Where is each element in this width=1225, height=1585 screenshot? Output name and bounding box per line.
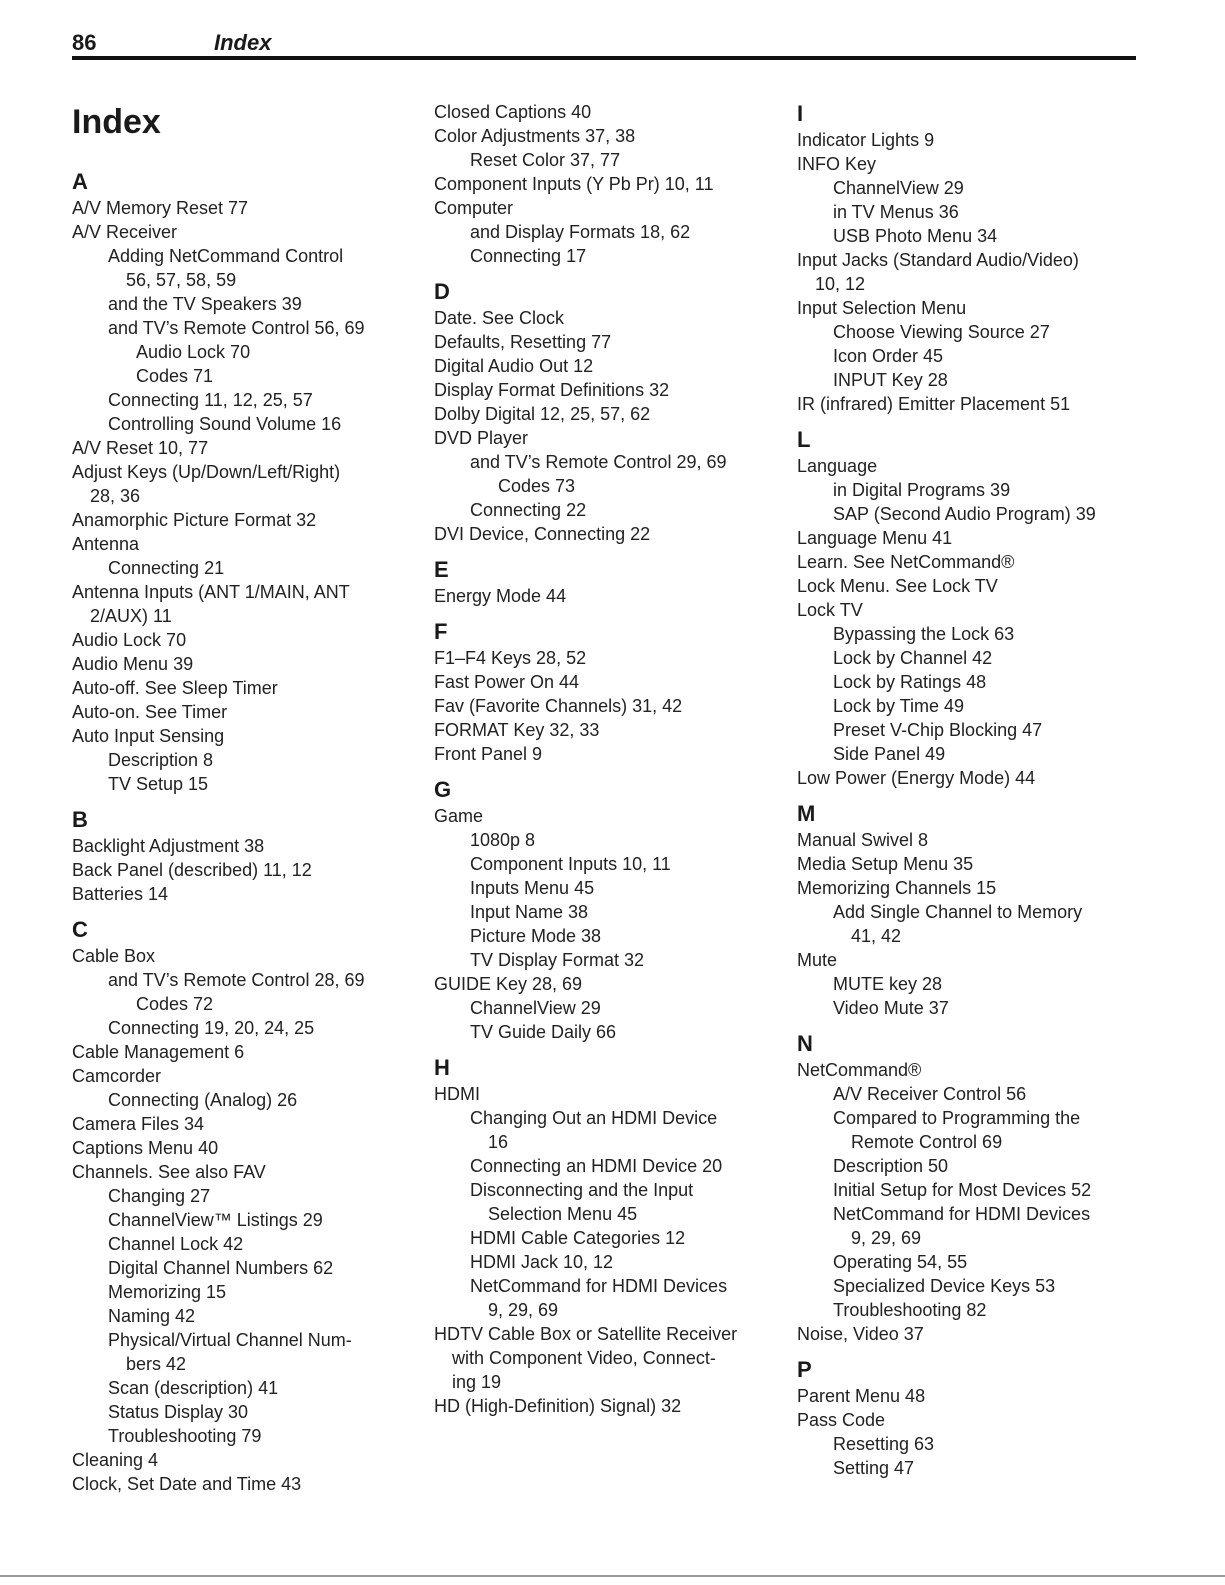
index-entry: Controlling Sound Volume 16	[108, 414, 342, 434]
index-entry: Preset V-Chip Blocking 47	[833, 720, 1043, 740]
index-entry: Fav (Favorite Channels) 31, 42	[434, 696, 683, 716]
index-entry: Reset Color 37, 77	[470, 150, 621, 170]
section-letter: B	[72, 807, 88, 832]
index-entry: Batteries 14	[72, 884, 169, 904]
page-number: 86	[72, 30, 97, 55]
index-entry: Captions Menu 40	[72, 1138, 219, 1158]
index-entry: TV Setup 15	[108, 774, 209, 794]
index-entry: Back Panel (described) 11, 12	[72, 860, 312, 880]
index-entry: 41, 42	[851, 926, 902, 946]
index-entry: Lock by Time 49	[833, 696, 965, 716]
index-entry: ChannelView™ Listings 29	[108, 1210, 323, 1230]
section-letter: N	[797, 1031, 813, 1056]
index-entry: and TV’s Remote Control 56, 69	[108, 318, 365, 338]
index-entry: Adjust Keys (Up/Down/Left/Right)	[72, 462, 341, 482]
index-entry: Selection Menu 45	[488, 1204, 638, 1224]
index-entry: Compared to Programming the	[833, 1108, 1081, 1128]
index-entry: 28, 36	[90, 486, 141, 506]
index-entry: Resetting 63	[833, 1434, 935, 1454]
header-title: Index	[214, 30, 272, 55]
index-entry: Audio Menu 39	[72, 654, 194, 674]
index-section	[72, 806, 412, 906]
index-entry: Camera Files 34	[72, 1114, 205, 1134]
index-entry: Antenna Inputs (ANT 1/MAIN, ANT	[72, 582, 350, 602]
index-entry: 10, 12	[815, 274, 866, 294]
index-entry: Language Menu 41	[797, 528, 953, 548]
index-entry: Low Power (Energy Mode) 44	[797, 768, 1036, 788]
index-entry: Memorizing 15	[108, 1282, 227, 1302]
index-entry: IR (infrared) Emitter Placement 51	[797, 394, 1071, 414]
index-entry: HD (High-Definition) Signal) 32	[434, 1396, 682, 1416]
section-letter: L	[797, 427, 811, 452]
index-entry: Cleaning 4	[72, 1450, 159, 1470]
index-entry: F1–F4 Keys 28, 52	[434, 648, 587, 668]
index-entry: Auto-off. See Sleep Timer	[72, 678, 278, 698]
index-entry: Side Panel 49	[833, 744, 946, 764]
index-entry: A/V Reset 10, 77	[72, 438, 209, 458]
section-letter: F	[434, 619, 448, 644]
index-entry: Choose Viewing Source 27	[833, 322, 1050, 342]
index-entry: TV Display Format 32	[470, 950, 645, 970]
index-entry: Operating 54, 55	[833, 1252, 968, 1272]
index-entry: and TV’s Remote Control 29, 69	[470, 452, 727, 472]
index-entry: A/V Receiver Control 56	[833, 1084, 1027, 1104]
index-entry: Energy Mode 44	[434, 586, 567, 606]
index-entry: Connecting (Analog) 26	[108, 1090, 298, 1110]
index-section	[434, 100, 779, 268]
index-entry: Description 50	[833, 1156, 949, 1176]
index-entry: DVD Player	[434, 428, 529, 448]
index-entry: and the TV Speakers 39	[108, 294, 302, 314]
index-entry: TV Guide Daily 66	[470, 1022, 617, 1042]
index-entry: Changing 27	[108, 1186, 211, 1206]
index-entry: Channel Lock 42	[108, 1234, 244, 1254]
index-entry: USB Photo Menu 34	[833, 226, 998, 246]
index-entry: Date. See Clock	[434, 308, 565, 328]
index-entry: Disconnecting and the Input	[470, 1180, 694, 1200]
index-entry: Setting 47	[833, 1458, 915, 1478]
index-entry: Lock by Channel 42	[833, 648, 993, 668]
index-section	[434, 776, 779, 1044]
index-entry: Learn. See NetCommand®	[797, 552, 1015, 572]
index-entry: Lock by Ratings 48	[833, 672, 987, 692]
index-entry: Input Selection Menu	[797, 298, 967, 318]
index-section	[434, 278, 779, 546]
index-entry: Antenna	[72, 534, 140, 554]
section-letter: G	[434, 777, 452, 802]
index-entry: Connecting 22	[470, 500, 587, 520]
index-entry: HDMI Cable Categories 12	[470, 1228, 686, 1248]
index-entry: Language	[797, 456, 878, 476]
index-entry: Computer	[434, 198, 514, 218]
index-entry: Adding NetCommand Control	[108, 246, 344, 266]
index-entry: Picture Mode 38	[470, 926, 602, 946]
index-section	[797, 800, 1137, 1020]
index-entry: HDTV Cable Box or Satellite Receiver	[434, 1324, 738, 1344]
index-section	[434, 1054, 779, 1418]
index-entry: Input Name 38	[470, 902, 589, 922]
index-entry: NetCommand for HDMI Devices	[470, 1276, 728, 1296]
index-entry: Media Setup Menu 35	[797, 854, 974, 874]
index-entry: FORMAT Key 32, 33	[434, 720, 600, 740]
index-entry: Parent Menu 48	[797, 1386, 926, 1406]
index-entry: Lock Menu. See Lock TV	[797, 576, 998, 596]
index-entry: Anamorphic Picture Format 32	[72, 510, 317, 530]
page-bottom-rule	[0, 1575, 1225, 1577]
index-entry: Dolby Digital 12, 25, 57, 62	[434, 404, 651, 424]
index-entry: Front Panel 9	[434, 744, 543, 764]
index-entry: Digital Channel Numbers 62	[108, 1258, 334, 1278]
index-entry: Inputs Menu 45	[470, 878, 595, 898]
section-letter: H	[434, 1055, 450, 1080]
index-entry: Troubleshooting 82	[833, 1300, 987, 1320]
index-entry: Codes 71	[136, 366, 214, 386]
index-entry: Mute	[797, 950, 838, 970]
section-letter: M	[797, 801, 816, 826]
index-column-1	[72, 100, 412, 1506]
index-entry: HDMI	[434, 1084, 480, 1104]
index-entry: Changing Out an HDMI Device	[470, 1108, 718, 1128]
index-entry: and TV’s Remote Control 28, 69	[108, 970, 365, 990]
index-entry: Memorizing Channels 15	[797, 878, 997, 898]
index-entry: Connecting 19, 20, 24, 25	[108, 1018, 315, 1038]
section-letter: P	[797, 1357, 812, 1382]
index-entry: Cable Management 6	[72, 1042, 245, 1062]
index-entry: Connecting an HDMI Device 20	[470, 1156, 723, 1176]
index-entry: Initial Setup for Most Devices 52	[833, 1180, 1092, 1200]
index-entry: Component Inputs (Y Pb Pr) 10, 11	[434, 174, 714, 194]
index-entry: Defaults, Resetting 77	[434, 332, 612, 352]
index-entry: Auto-on. See Timer	[72, 702, 228, 722]
index-entry: GUIDE Key 28, 69	[434, 974, 583, 994]
index-section	[797, 100, 1137, 416]
index-entry: Description 8	[108, 750, 214, 770]
index-section	[434, 556, 779, 608]
index-entry: Pass Code	[797, 1410, 886, 1430]
index-entry: 1080p 8	[470, 830, 536, 850]
index-entry: Naming 42	[108, 1306, 196, 1326]
index-entry: Auto Input Sensing	[72, 726, 225, 746]
index-entry: A/V Memory Reset 77	[72, 198, 249, 218]
index-entry: Bypassing the Lock 63	[833, 624, 1015, 644]
index-entry: Codes 73	[498, 476, 576, 496]
index-entry: NetCommand for HDMI Devices	[833, 1204, 1091, 1224]
page-header	[72, 30, 1136, 60]
index-entry: ChannelView 29	[833, 178, 964, 198]
page-title: Index	[72, 103, 161, 141]
index-section	[72, 168, 412, 796]
index-entry: Icon Order 45	[833, 346, 944, 366]
index-entry: Audio Lock 70	[72, 630, 187, 650]
index-entry: Lock TV	[797, 600, 863, 620]
index-entry: INPUT Key 28	[833, 370, 948, 390]
index-entry: Cable Box	[72, 946, 156, 966]
index-entry: Connecting 21	[108, 558, 225, 578]
index-entry: Clock, Set Date and Time 43	[72, 1474, 302, 1494]
index-entry: in TV Menus 36	[833, 202, 959, 222]
index-entry: Game	[434, 806, 484, 826]
index-entry: Codes 72	[136, 994, 214, 1014]
index-entry: A/V Receiver	[72, 222, 178, 242]
index-section	[797, 1030, 1137, 1346]
index-section	[434, 618, 779, 766]
index-entry: Specialized Device Keys 53	[833, 1276, 1056, 1296]
index-column-3	[797, 100, 1137, 1490]
index-entry: Display Format Definitions 32	[434, 380, 670, 400]
index-entry: Audio Lock 70	[136, 342, 251, 362]
index-entry: Channels. See also FAV	[72, 1162, 266, 1182]
index-entry: HDMI Jack 10, 12	[470, 1252, 614, 1272]
section-letter: I	[797, 101, 804, 126]
index-entry: in Digital Programs 39	[833, 480, 1011, 500]
index-entry: Camcorder	[72, 1066, 162, 1086]
section-letter: E	[434, 557, 449, 582]
index-entry: 56, 57, 58, 59	[126, 270, 237, 290]
index-entry: Backlight Adjustment 38	[72, 836, 265, 856]
index-section	[72, 916, 412, 1496]
index-entry: Indicator Lights 9	[797, 130, 935, 150]
index-entry: Digital Audio Out 12	[434, 356, 594, 376]
index-section	[797, 426, 1137, 790]
section-letter: A	[72, 169, 88, 194]
index-column-2	[434, 100, 779, 1428]
index-entry: Closed Captions 40	[434, 102, 592, 122]
section-letter: C	[72, 917, 88, 942]
index-entry: INFO Key	[797, 154, 877, 174]
index-entry: MUTE key 28	[833, 974, 943, 994]
index-entry: bers 42	[126, 1354, 187, 1374]
index-entry: Troubleshooting 79	[108, 1426, 262, 1446]
index-entry: 2/AUX) 11	[90, 606, 172, 626]
index-entry: and Display Formats 18, 62	[470, 222, 691, 242]
index-entry: Add Single Channel to Memory	[833, 902, 1083, 922]
index-entry: Connecting 11, 12, 25, 57	[108, 390, 313, 410]
index-section	[797, 1356, 1137, 1480]
index-entry: NetCommand®	[797, 1060, 922, 1080]
index-entry: 9, 29, 69	[488, 1300, 559, 1320]
index-entry: DVI Device, Connecting 22	[434, 524, 651, 544]
index-entry: 16	[488, 1132, 509, 1152]
index-entry: Scan (description) 41	[108, 1378, 279, 1398]
index-entry: Noise, Video 37	[797, 1324, 924, 1344]
index-entry: ChannelView 29	[470, 998, 601, 1018]
index-entry: Fast Power On 44	[434, 672, 580, 692]
index-entry: SAP (Second Audio Program) 39	[833, 504, 1096, 524]
section-letter: D	[434, 279, 450, 304]
index-entry: Color Adjustments 37, 38	[434, 126, 636, 146]
index-entry: Manual Swivel 8	[797, 830, 929, 850]
index-entry: with Component Video, Connect-	[452, 1348, 716, 1368]
index-entry: Input Jacks (Standard Audio/Video)	[797, 250, 1079, 270]
index-entry: Component Inputs 10, 11	[470, 854, 671, 874]
index-entry: Physical/Virtual Channel Num-	[108, 1330, 352, 1350]
index-entry: Status Display 30	[108, 1402, 249, 1422]
index-entry: Video Mute 37	[833, 998, 949, 1018]
index-entry: Remote Control 69	[851, 1132, 1003, 1152]
index-entry: 9, 29, 69	[851, 1228, 922, 1248]
index-entry: Connecting 17	[470, 246, 587, 266]
index-entry: ing 19	[452, 1372, 502, 1392]
